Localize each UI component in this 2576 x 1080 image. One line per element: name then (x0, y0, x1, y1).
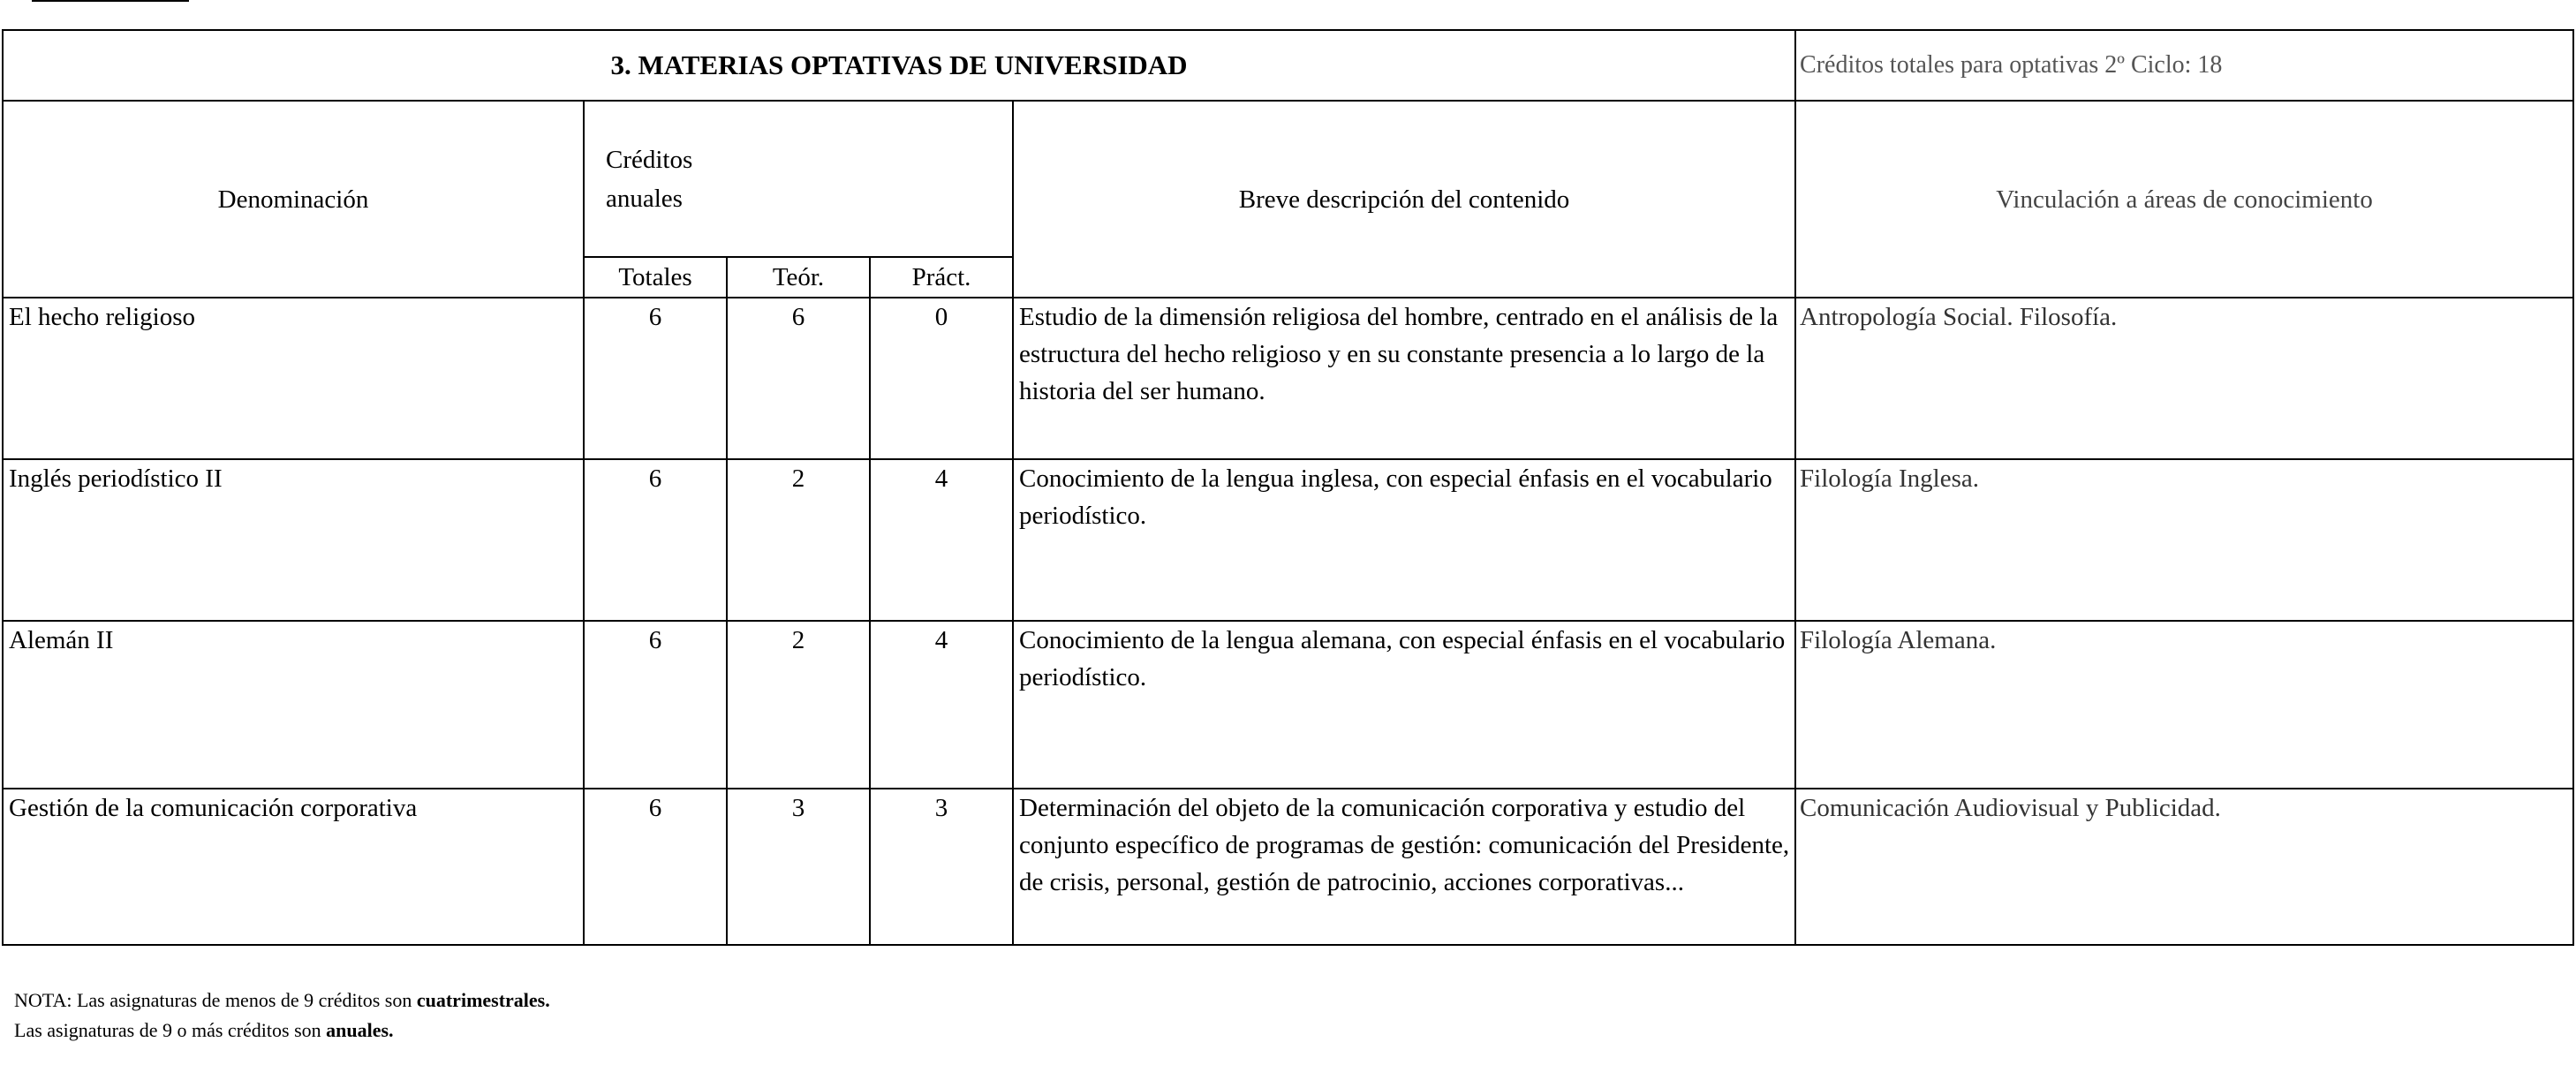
note-part3: Las asignaturas de 9 o más créditos son (14, 1019, 321, 1041)
row-pract: 0 (870, 298, 1013, 459)
footnote (14, 986, 579, 1046)
row-description: Conocimiento de la lengua alemana, con especial énfasis en el vocabulario periodístico. (1013, 621, 1795, 789)
note-part2: cuatrimestrales. (416, 989, 550, 1011)
row-teor: 3 (727, 789, 870, 945)
row-totales: 6 (584, 789, 727, 945)
header-denominacion: Denominación (3, 101, 584, 298)
header-creditos (584, 101, 1013, 257)
total-credits: Créditos totales para optativas 2º Ciclo: 18 (1795, 30, 2573, 101)
row-totales: 6 (584, 459, 727, 621)
row-area: Filología Inglesa. (1795, 459, 2573, 621)
header-vinculacion: Vinculación a áreas de conocimiento (1795, 101, 2573, 298)
title-row (3, 30, 2573, 101)
header-totales: Totales (584, 257, 727, 298)
header-row (3, 101, 2573, 257)
row-pract: 4 (870, 459, 1013, 621)
row-description: Conocimiento de la lengua inglesa, con especial énfasis en el vocabulario periodístico. (1013, 459, 1795, 621)
table-title: 3. MATERIAS OPTATIVAS DE UNIVERSIDAD (3, 30, 1795, 101)
row-teor: 6 (727, 298, 870, 459)
row-name: El hecho religioso (3, 298, 584, 459)
header-descripcion: Breve descripción del contenido (1013, 101, 1795, 298)
row-name: Inglés periodístico II (3, 459, 584, 621)
row-name: Alemán II (3, 621, 584, 789)
header-creditos-line2: anuales (606, 184, 683, 213)
row-pract: 4 (870, 621, 1013, 789)
top-rule (32, 0, 189, 2)
header-teor: Teór. (727, 257, 870, 298)
optativas-table (2, 29, 2574, 946)
table-row (3, 459, 2573, 621)
note-part4: anuales. (326, 1019, 394, 1041)
table-row (3, 298, 2573, 459)
header-pract: Práct. (870, 257, 1013, 298)
note-part1: NOTA: Las asignaturas de menos de 9 créditos son (14, 989, 412, 1011)
row-totales: 6 (584, 298, 727, 459)
row-teor: 2 (727, 621, 870, 789)
row-area: Comunicación Audiovisual y Publicidad. (1795, 789, 2573, 945)
row-teor: 2 (727, 459, 870, 621)
row-description: Determinación del objeto de la comunicación corporativa y estudio del conjunto específico de programas de gestión: comunicación del Presidente, de crisis, personal, gestión de patrocinio, acciones corporativas... (1013, 789, 1795, 945)
row-area: Antropología Social. Filosofía. (1795, 298, 2573, 459)
row-description: Estudio de la dimensión religiosa del hombre, centrado en el análisis de la estructura del hecho religioso y en su constante presencia a lo largo de la historia del ser humano. (1013, 298, 1795, 459)
row-area: Filología Alemana. (1795, 621, 2573, 789)
row-totales: 6 (584, 621, 727, 789)
row-name: Gestión de la comunicación corporativa (3, 789, 584, 945)
header-creditos-line1: Créditos (606, 145, 693, 174)
row-pract: 3 (870, 789, 1013, 945)
table-row (3, 789, 2573, 945)
table-row (3, 621, 2573, 789)
